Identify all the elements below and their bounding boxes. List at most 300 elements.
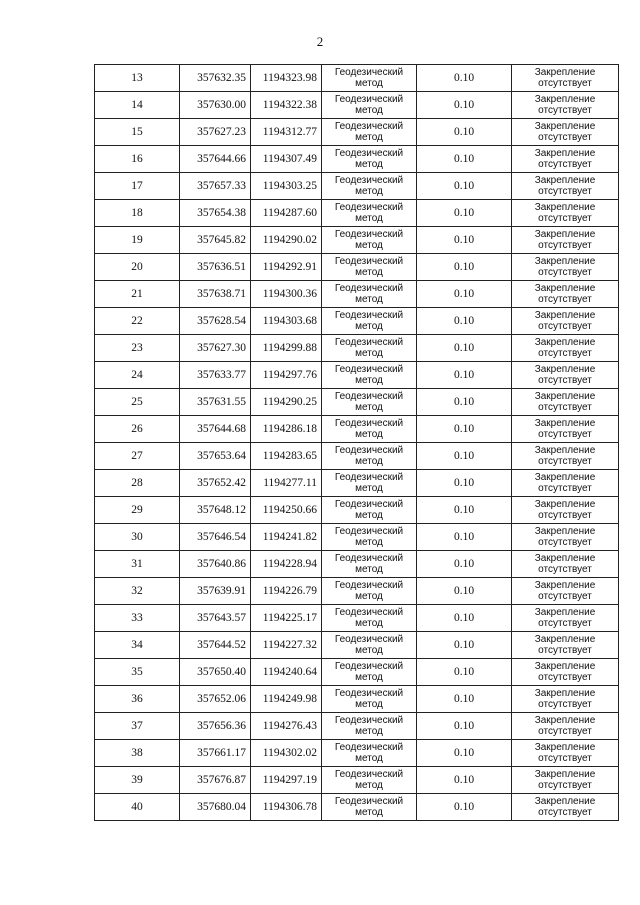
method-cell [322, 551, 417, 578]
method-cell [322, 65, 417, 92]
fixing-text: Закрепление [534, 742, 596, 753]
coordinate-y-cell: 1194297.76 [251, 362, 322, 389]
fixing-text: отсутствует [538, 753, 592, 764]
method-text: Геодезический [334, 148, 404, 159]
coordinate-x-cell: 357653.64 [180, 443, 251, 470]
accuracy-cell: 0.10 [417, 659, 512, 686]
coordinate-y-cell: 1194302.02 [251, 740, 322, 767]
point-number-cell: 34 [95, 632, 180, 659]
method-cell [322, 524, 417, 551]
fixing-text: отсутствует [538, 240, 592, 251]
accuracy-cell: 0.10 [417, 146, 512, 173]
accuracy-cell: 0.10 [417, 767, 512, 794]
method-cell [322, 767, 417, 794]
fixing-text: отсутствует [538, 591, 592, 602]
method-cell [322, 632, 417, 659]
fixing-text: отсутствует [538, 348, 592, 359]
fixing-text: отсутствует [538, 294, 592, 305]
method-cell [322, 470, 417, 497]
point-number-cell: 33 [95, 605, 180, 632]
method-text: метод [355, 564, 383, 575]
table-row [95, 551, 619, 578]
point-number-cell: 36 [95, 686, 180, 713]
fixing-text: отсутствует [538, 564, 592, 575]
fixing-cell [512, 65, 619, 92]
coordinate-x-cell: 357648.12 [180, 497, 251, 524]
method-cell [322, 443, 417, 470]
method-text: Геодезический [334, 337, 404, 348]
accuracy-cell: 0.10 [417, 497, 512, 524]
method-cell [322, 281, 417, 308]
method-cell [322, 308, 417, 335]
coordinates-table-body [95, 65, 619, 821]
fixing-text: Закрепление [534, 634, 596, 645]
point-number-cell: 19 [95, 227, 180, 254]
fixing-text: отсутствует [538, 186, 592, 197]
coordinate-y-cell: 1194225.17 [251, 605, 322, 632]
fixing-text: Закрепление [534, 337, 596, 348]
fixing-text: Закрепление [534, 688, 596, 699]
method-text: Геодезический [334, 634, 404, 645]
fixing-cell [512, 389, 619, 416]
accuracy-cell: 0.10 [417, 713, 512, 740]
method-text: метод [355, 240, 383, 251]
point-number-cell: 13 [95, 65, 180, 92]
point-number-cell: 20 [95, 254, 180, 281]
fixing-text: Закрепление [534, 67, 596, 78]
accuracy-cell: 0.10 [417, 605, 512, 632]
point-number-cell: 26 [95, 416, 180, 443]
coordinate-x-cell: 357643.57 [180, 605, 251, 632]
accuracy-cell: 0.10 [417, 470, 512, 497]
fixing-cell [512, 686, 619, 713]
method-text: метод [355, 429, 383, 440]
fixing-cell [512, 632, 619, 659]
method-text: Геодезический [334, 229, 404, 240]
method-text: Геодезический [334, 391, 404, 402]
method-text: Геодезический [334, 310, 404, 321]
fixing-cell [512, 227, 619, 254]
method-cell [322, 740, 417, 767]
coordinate-x-cell: 357627.30 [180, 335, 251, 362]
fixing-text: отсутствует [538, 483, 592, 494]
method-cell [322, 497, 417, 524]
accuracy-cell: 0.10 [417, 443, 512, 470]
method-text: метод [355, 591, 383, 602]
coordinate-y-cell: 1194227.32 [251, 632, 322, 659]
coordinate-y-cell: 1194287.60 [251, 200, 322, 227]
fixing-text: Закрепление [534, 472, 596, 483]
table-row [95, 173, 619, 200]
fixing-text: Закрепление [534, 256, 596, 267]
coordinate-y-cell: 1194297.19 [251, 767, 322, 794]
table-row [95, 146, 619, 173]
fixing-text: отсутствует [538, 645, 592, 656]
method-text: метод [355, 294, 383, 305]
fixing-text: Закрепление [534, 499, 596, 510]
method-text: метод [355, 726, 383, 737]
accuracy-cell: 0.10 [417, 308, 512, 335]
point-number-cell: 25 [95, 389, 180, 416]
point-number-cell: 38 [95, 740, 180, 767]
method-text: Геодезический [334, 580, 404, 591]
method-text: Геодезический [334, 202, 404, 213]
table-row [95, 92, 619, 119]
fixing-cell [512, 497, 619, 524]
table-row [95, 200, 619, 227]
fixing-cell [512, 119, 619, 146]
method-text: метод [355, 159, 383, 170]
coordinate-y-cell: 1194241.82 [251, 524, 322, 551]
method-cell [322, 659, 417, 686]
method-text: Геодезический [334, 445, 404, 456]
coordinate-x-cell: 357644.68 [180, 416, 251, 443]
fixing-cell [512, 281, 619, 308]
table-row [95, 65, 619, 92]
fixing-text: Закрепление [534, 526, 596, 537]
fixing-cell [512, 551, 619, 578]
point-number-cell: 14 [95, 92, 180, 119]
point-number-cell: 23 [95, 335, 180, 362]
accuracy-cell: 0.10 [417, 335, 512, 362]
accuracy-cell: 0.10 [417, 119, 512, 146]
point-number-cell: 15 [95, 119, 180, 146]
point-number-cell: 39 [95, 767, 180, 794]
coordinate-y-cell: 1194250.66 [251, 497, 322, 524]
method-text: Геодезический [334, 256, 404, 267]
coordinate-y-cell: 1194312.77 [251, 119, 322, 146]
fixing-cell [512, 362, 619, 389]
method-text: метод [355, 78, 383, 89]
table-row [95, 794, 619, 821]
fixing-cell [512, 146, 619, 173]
table-row [95, 362, 619, 389]
method-cell [322, 686, 417, 713]
coordinate-x-cell: 357632.35 [180, 65, 251, 92]
table-row [95, 605, 619, 632]
table-row [95, 686, 619, 713]
table-row [95, 281, 619, 308]
method-text: Геодезический [334, 715, 404, 726]
fixing-cell [512, 470, 619, 497]
method-cell [322, 605, 417, 632]
method-text: метод [355, 132, 383, 143]
coordinate-x-cell: 357676.87 [180, 767, 251, 794]
method-cell [322, 362, 417, 389]
method-text: Геодезический [334, 769, 404, 780]
method-text: Геодезический [334, 418, 404, 429]
fixing-cell [512, 308, 619, 335]
fixing-text: отсутствует [538, 537, 592, 548]
coordinate-x-cell: 357627.23 [180, 119, 251, 146]
method-text: метод [355, 375, 383, 386]
coordinate-x-cell: 357631.55 [180, 389, 251, 416]
coordinate-x-cell: 357645.82 [180, 227, 251, 254]
method-text: Геодезический [334, 661, 404, 672]
fixing-text: отсутствует [538, 699, 592, 710]
fixing-cell [512, 605, 619, 632]
method-text: Геодезический [334, 796, 404, 807]
fixing-text: Закрепление [534, 391, 596, 402]
method-text: метод [355, 537, 383, 548]
method-cell [322, 146, 417, 173]
method-text: Геодезический [334, 472, 404, 483]
method-cell [322, 416, 417, 443]
fixing-text: Закрепление [534, 661, 596, 672]
coordinate-x-cell: 357639.91 [180, 578, 251, 605]
coordinate-y-cell: 1194323.98 [251, 65, 322, 92]
accuracy-cell: 0.10 [417, 362, 512, 389]
point-number-cell: 24 [95, 362, 180, 389]
fixing-text: Закрепление [534, 553, 596, 564]
method-text: метод [355, 483, 383, 494]
fixing-text: отсутствует [538, 618, 592, 629]
fixing-text: Закрепление [534, 202, 596, 213]
table-row [95, 740, 619, 767]
point-number-cell: 32 [95, 578, 180, 605]
coordinate-x-cell: 357650.40 [180, 659, 251, 686]
method-text: метод [355, 456, 383, 467]
coordinate-y-cell: 1194292.91 [251, 254, 322, 281]
table-row [95, 443, 619, 470]
fixing-text: отсутствует [538, 375, 592, 386]
accuracy-cell: 0.10 [417, 254, 512, 281]
method-text: метод [355, 213, 383, 224]
accuracy-cell: 0.10 [417, 551, 512, 578]
accuracy-cell: 0.10 [417, 389, 512, 416]
point-number-cell: 16 [95, 146, 180, 173]
coordinate-x-cell: 357638.71 [180, 281, 251, 308]
accuracy-cell: 0.10 [417, 65, 512, 92]
table-row [95, 659, 619, 686]
method-cell [322, 254, 417, 281]
accuracy-cell: 0.10 [417, 524, 512, 551]
coordinate-y-cell: 1194290.25 [251, 389, 322, 416]
coordinate-y-cell: 1194303.68 [251, 308, 322, 335]
method-cell [322, 200, 417, 227]
coordinate-y-cell: 1194303.25 [251, 173, 322, 200]
accuracy-cell: 0.10 [417, 200, 512, 227]
point-number-cell: 40 [95, 794, 180, 821]
point-number-cell: 21 [95, 281, 180, 308]
coordinate-x-cell: 357644.52 [180, 632, 251, 659]
coordinate-y-cell: 1194226.79 [251, 578, 322, 605]
fixing-cell [512, 173, 619, 200]
coordinate-x-cell: 357654.38 [180, 200, 251, 227]
point-number-cell: 22 [95, 308, 180, 335]
accuracy-cell: 0.10 [417, 416, 512, 443]
coordinate-x-cell: 357640.86 [180, 551, 251, 578]
table-row [95, 308, 619, 335]
table-row [95, 335, 619, 362]
fixing-text: Закрепление [534, 121, 596, 132]
method-cell [322, 173, 417, 200]
method-text: метод [355, 105, 383, 116]
fixing-text: Закрепление [534, 364, 596, 375]
table-row [95, 767, 619, 794]
coordinate-y-cell: 1194283.65 [251, 443, 322, 470]
fixing-text: отсутствует [538, 321, 592, 332]
coordinate-x-cell: 357652.06 [180, 686, 251, 713]
table-row [95, 389, 619, 416]
point-number-cell: 30 [95, 524, 180, 551]
method-text: Геодезический [334, 67, 404, 78]
coordinate-y-cell: 1194249.98 [251, 686, 322, 713]
fixing-text: Закрепление [534, 418, 596, 429]
fixing-text: отсутствует [538, 402, 592, 413]
fixing-text: Закрепление [534, 769, 596, 780]
fixing-text: Закрепление [534, 796, 596, 807]
coordinate-y-cell: 1194322.38 [251, 92, 322, 119]
method-text: метод [355, 807, 383, 818]
fixing-text: отсутствует [538, 429, 592, 440]
accuracy-cell: 0.10 [417, 281, 512, 308]
coordinate-x-cell: 357652.42 [180, 470, 251, 497]
method-cell [322, 713, 417, 740]
coordinate-y-cell: 1194306.78 [251, 794, 322, 821]
coordinate-y-cell: 1194290.02 [251, 227, 322, 254]
method-text: метод [355, 186, 383, 197]
coordinate-x-cell: 357680.04 [180, 794, 251, 821]
method-text: метод [355, 780, 383, 791]
fixing-text: отсутствует [538, 456, 592, 467]
coordinate-x-cell: 357657.33 [180, 173, 251, 200]
fixing-text: Закрепление [534, 310, 596, 321]
method-cell [322, 578, 417, 605]
fixing-text: Закрепление [534, 229, 596, 240]
table-row [95, 497, 619, 524]
fixing-text: Закрепление [534, 607, 596, 618]
accuracy-cell: 0.10 [417, 578, 512, 605]
fixing-text: отсутствует [538, 672, 592, 683]
fixing-cell [512, 416, 619, 443]
method-text: метод [355, 753, 383, 764]
coordinate-y-cell: 1194228.94 [251, 551, 322, 578]
accuracy-cell: 0.10 [417, 227, 512, 254]
accuracy-cell: 0.10 [417, 92, 512, 119]
method-text: Геодезический [334, 526, 404, 537]
method-text: Геодезический [334, 121, 404, 132]
method-text: Геодезический [334, 607, 404, 618]
table-row [95, 227, 619, 254]
coordinate-x-cell: 357661.17 [180, 740, 251, 767]
fixing-cell [512, 794, 619, 821]
fixing-cell [512, 713, 619, 740]
method-cell [322, 119, 417, 146]
method-cell [322, 794, 417, 821]
fixing-text: отсутствует [538, 132, 592, 143]
fixing-text: отсутствует [538, 159, 592, 170]
method-text: Геодезический [334, 364, 404, 375]
point-number-cell: 35 [95, 659, 180, 686]
fixing-text: Закрепление [534, 445, 596, 456]
coordinate-x-cell: 357644.66 [180, 146, 251, 173]
fixing-cell [512, 659, 619, 686]
table-row [95, 524, 619, 551]
point-number-cell: 17 [95, 173, 180, 200]
coordinate-x-cell: 357646.54 [180, 524, 251, 551]
method-text: Геодезический [334, 94, 404, 105]
method-cell [322, 92, 417, 119]
point-number-cell: 31 [95, 551, 180, 578]
fixing-text: отсутствует [538, 78, 592, 89]
coordinate-y-cell: 1194276.43 [251, 713, 322, 740]
method-cell [322, 389, 417, 416]
method-text: метод [355, 672, 383, 683]
point-number-cell: 18 [95, 200, 180, 227]
coordinate-y-cell: 1194299.88 [251, 335, 322, 362]
fixing-text: Закрепление [534, 175, 596, 186]
method-text: метод [355, 402, 383, 413]
fixing-cell [512, 740, 619, 767]
coordinate-x-cell: 357636.51 [180, 254, 251, 281]
fixing-text: отсутствует [538, 267, 592, 278]
method-text: Геодезический [334, 553, 404, 564]
fixing-text: Закрепление [534, 580, 596, 591]
coordinate-y-cell: 1194240.64 [251, 659, 322, 686]
method-text: метод [355, 321, 383, 332]
method-text: Геодезический [334, 688, 404, 699]
fixing-cell [512, 254, 619, 281]
point-number-cell: 29 [95, 497, 180, 524]
method-text: Геодезический [334, 742, 404, 753]
coordinate-y-cell: 1194277.11 [251, 470, 322, 497]
point-number-cell: 28 [95, 470, 180, 497]
method-text: метод [355, 618, 383, 629]
method-text: Геодезический [334, 175, 404, 186]
method-text: метод [355, 699, 383, 710]
fixing-cell [512, 767, 619, 794]
fixing-text: Закрепление [534, 94, 596, 105]
fixing-text: Закрепление [534, 148, 596, 159]
coordinate-x-cell: 357630.00 [180, 92, 251, 119]
coordinate-y-cell: 1194300.36 [251, 281, 322, 308]
table-row [95, 632, 619, 659]
coordinate-y-cell: 1194286.18 [251, 416, 322, 443]
method-cell [322, 335, 417, 362]
coordinates-table [94, 64, 619, 821]
point-number-cell: 27 [95, 443, 180, 470]
table-row [95, 254, 619, 281]
page-number: 2 [316, 34, 324, 49]
table-row [95, 578, 619, 605]
accuracy-cell: 0.10 [417, 686, 512, 713]
fixing-text: отсутствует [538, 213, 592, 224]
fixing-cell [512, 578, 619, 605]
method-text: метод [355, 510, 383, 521]
accuracy-cell: 0.10 [417, 794, 512, 821]
coordinate-x-cell: 357656.36 [180, 713, 251, 740]
fixing-text: отсутствует [538, 105, 592, 116]
table-row [95, 119, 619, 146]
fixing-text: отсутствует [538, 726, 592, 737]
method-cell [322, 227, 417, 254]
fixing-cell [512, 335, 619, 362]
fixing-text: отсутствует [538, 807, 592, 818]
fixing-text: Закрепление [534, 283, 596, 294]
method-text: метод [355, 645, 383, 656]
table-row [95, 713, 619, 740]
method-text: Геодезический [334, 283, 404, 294]
method-text: Геодезический [334, 499, 404, 510]
table-row [95, 470, 619, 497]
table-row [95, 416, 619, 443]
fixing-cell [512, 524, 619, 551]
coordinate-x-cell: 357633.77 [180, 362, 251, 389]
accuracy-cell: 0.10 [417, 740, 512, 767]
fixing-text: Закрепление [534, 715, 596, 726]
method-text: метод [355, 348, 383, 359]
